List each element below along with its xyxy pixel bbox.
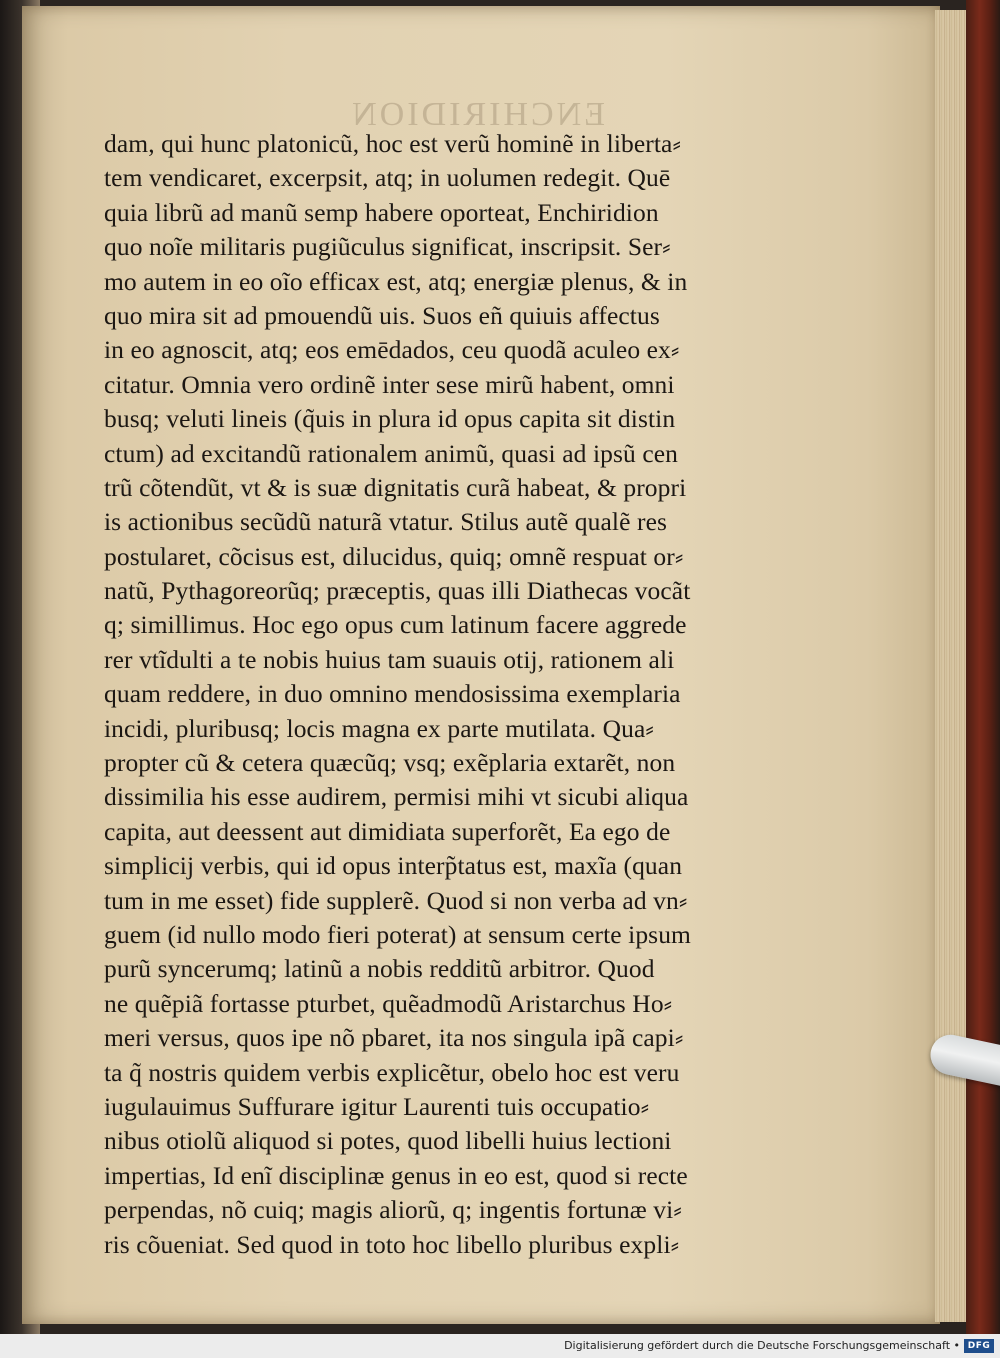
text-line: trũ cõtendũt, vt & is suæ dignitatis curã habeat, & propri xyxy=(104,472,687,502)
text-line: meri versus, quos ipe nõ pbaret, ita nos singula ipã capi⸗ xyxy=(104,1023,684,1053)
text-line: natũ, Pythagoreorũq; præceptis, quas illi Diathecas vocãt xyxy=(104,576,691,606)
text-line: ris cõueniat. Sed quod in toto hoc libello pluribus expli⸗ xyxy=(104,1229,680,1259)
text-line: in eo agnoscit, atq; eos emēdados, ceu quodã aculeo ex⸗ xyxy=(104,335,680,365)
text-line: purũ syncerumq; latinũ a nobis redditũ arbitror. Quod xyxy=(104,954,655,984)
footer-bar xyxy=(0,1334,1000,1358)
running-head-showthrough: ENCHIRIDION xyxy=(349,96,605,133)
text-line: capita, aut deessent aut dimidiata superforẽt, Ea ego de xyxy=(104,816,671,846)
text-line: is actionibus secũdũ naturã vtatur. Stilus autẽ qualẽ res xyxy=(104,507,668,537)
text-line: q; simillimus. Hoc ego opus cum latinum facere aggrede xyxy=(104,610,687,640)
text-line: ne quẽpiã fortasse pturbet, quẽadmodũ Aristarchus Ho⸗ xyxy=(104,988,673,1018)
text-line: quam reddere, in duo omnino mendosissima exemplaria xyxy=(104,679,681,709)
dfg-logo: DFG xyxy=(964,1339,994,1353)
text-line: guem (id nullo modo fieri poterat) at sensum certe ipsum xyxy=(104,919,691,949)
text-line: quia librũ ad manũ semp habere oporteat, Enchiridion xyxy=(104,197,659,227)
text-line: dissimilia his esse audirem, permisi mihi vt sicubi aliqua xyxy=(104,782,689,812)
text-line: impertias, Id enĩ disciplinæ genus in eo est, quod si recte xyxy=(104,1160,688,1190)
text-line: busq; veluti lineis (q̃uis in plura id opus capita sit distin xyxy=(104,404,676,434)
text-line: tem vendicaret, excerpsit, atq; in uolumen redegit. Quē xyxy=(104,163,671,193)
funding-credit: Digitalisierung gefördert durch die Deutsche Forschungsgemeinschaft • xyxy=(564,1339,960,1352)
text-line: nibus otiolũ aliquod si potes, quod libelli huius lectioni xyxy=(104,1126,672,1156)
page-fore-edge xyxy=(935,10,968,1322)
text-line: postularet, cõcisus est, dilucidus, quiq; omnẽ respuat or⸗ xyxy=(104,541,684,571)
book-cover-edge xyxy=(966,0,1000,1334)
text-line: simplicij verbis, qui id opus interp̃tatus est, maxĩa (quan xyxy=(104,851,683,881)
text-line: rer vtĩdulti a te nobis huius tam suauis otij, rationem ali xyxy=(104,644,675,674)
text-line: citatur. Omnia vero ordinẽ inter sese mirũ habent, omni xyxy=(104,369,675,399)
text-line: ctum) ad excitandũ rationalem animũ, quasi ad ipsũ cen xyxy=(104,438,679,468)
text-line: quo mira sit ad pmouendũ uis. Suos eñ quiuis affectus xyxy=(104,300,660,330)
text-line: iugulauimus Suffurare igitur Laurenti tuis occupatio⸗ xyxy=(104,1091,650,1121)
text-line: dam, qui hunc platonicũ, hoc est verũ hominẽ in liberta⸗ xyxy=(104,129,682,158)
text-line: ta q̃ nostris quidem verbis explicẽtur, obelo hoc est veru xyxy=(104,1057,680,1087)
text-line: tum in me esset) fide supplerẽ. Quod si non verba ad vn⸗ xyxy=(104,885,688,915)
text-line: quo noĩe militaris pugiũculus significat, inscripsit. Ser⸗ xyxy=(104,232,671,262)
text-line: mo autem in eo oĩo efficax est, atq; energiæ plenus, & in xyxy=(104,266,688,296)
text-line: perpendas, nõ cuiq; magis aliorũ, q; ingentis fortunæ vi⸗ xyxy=(104,1195,682,1225)
text-line: incidi, pluribusq; locis magna ex parte mutilata. Qua⸗ xyxy=(104,713,654,743)
text-line: propter cũ & cetera quæcũq; vsq; exẽplaria extarẽt, non xyxy=(104,748,676,778)
text-block xyxy=(104,127,774,1262)
